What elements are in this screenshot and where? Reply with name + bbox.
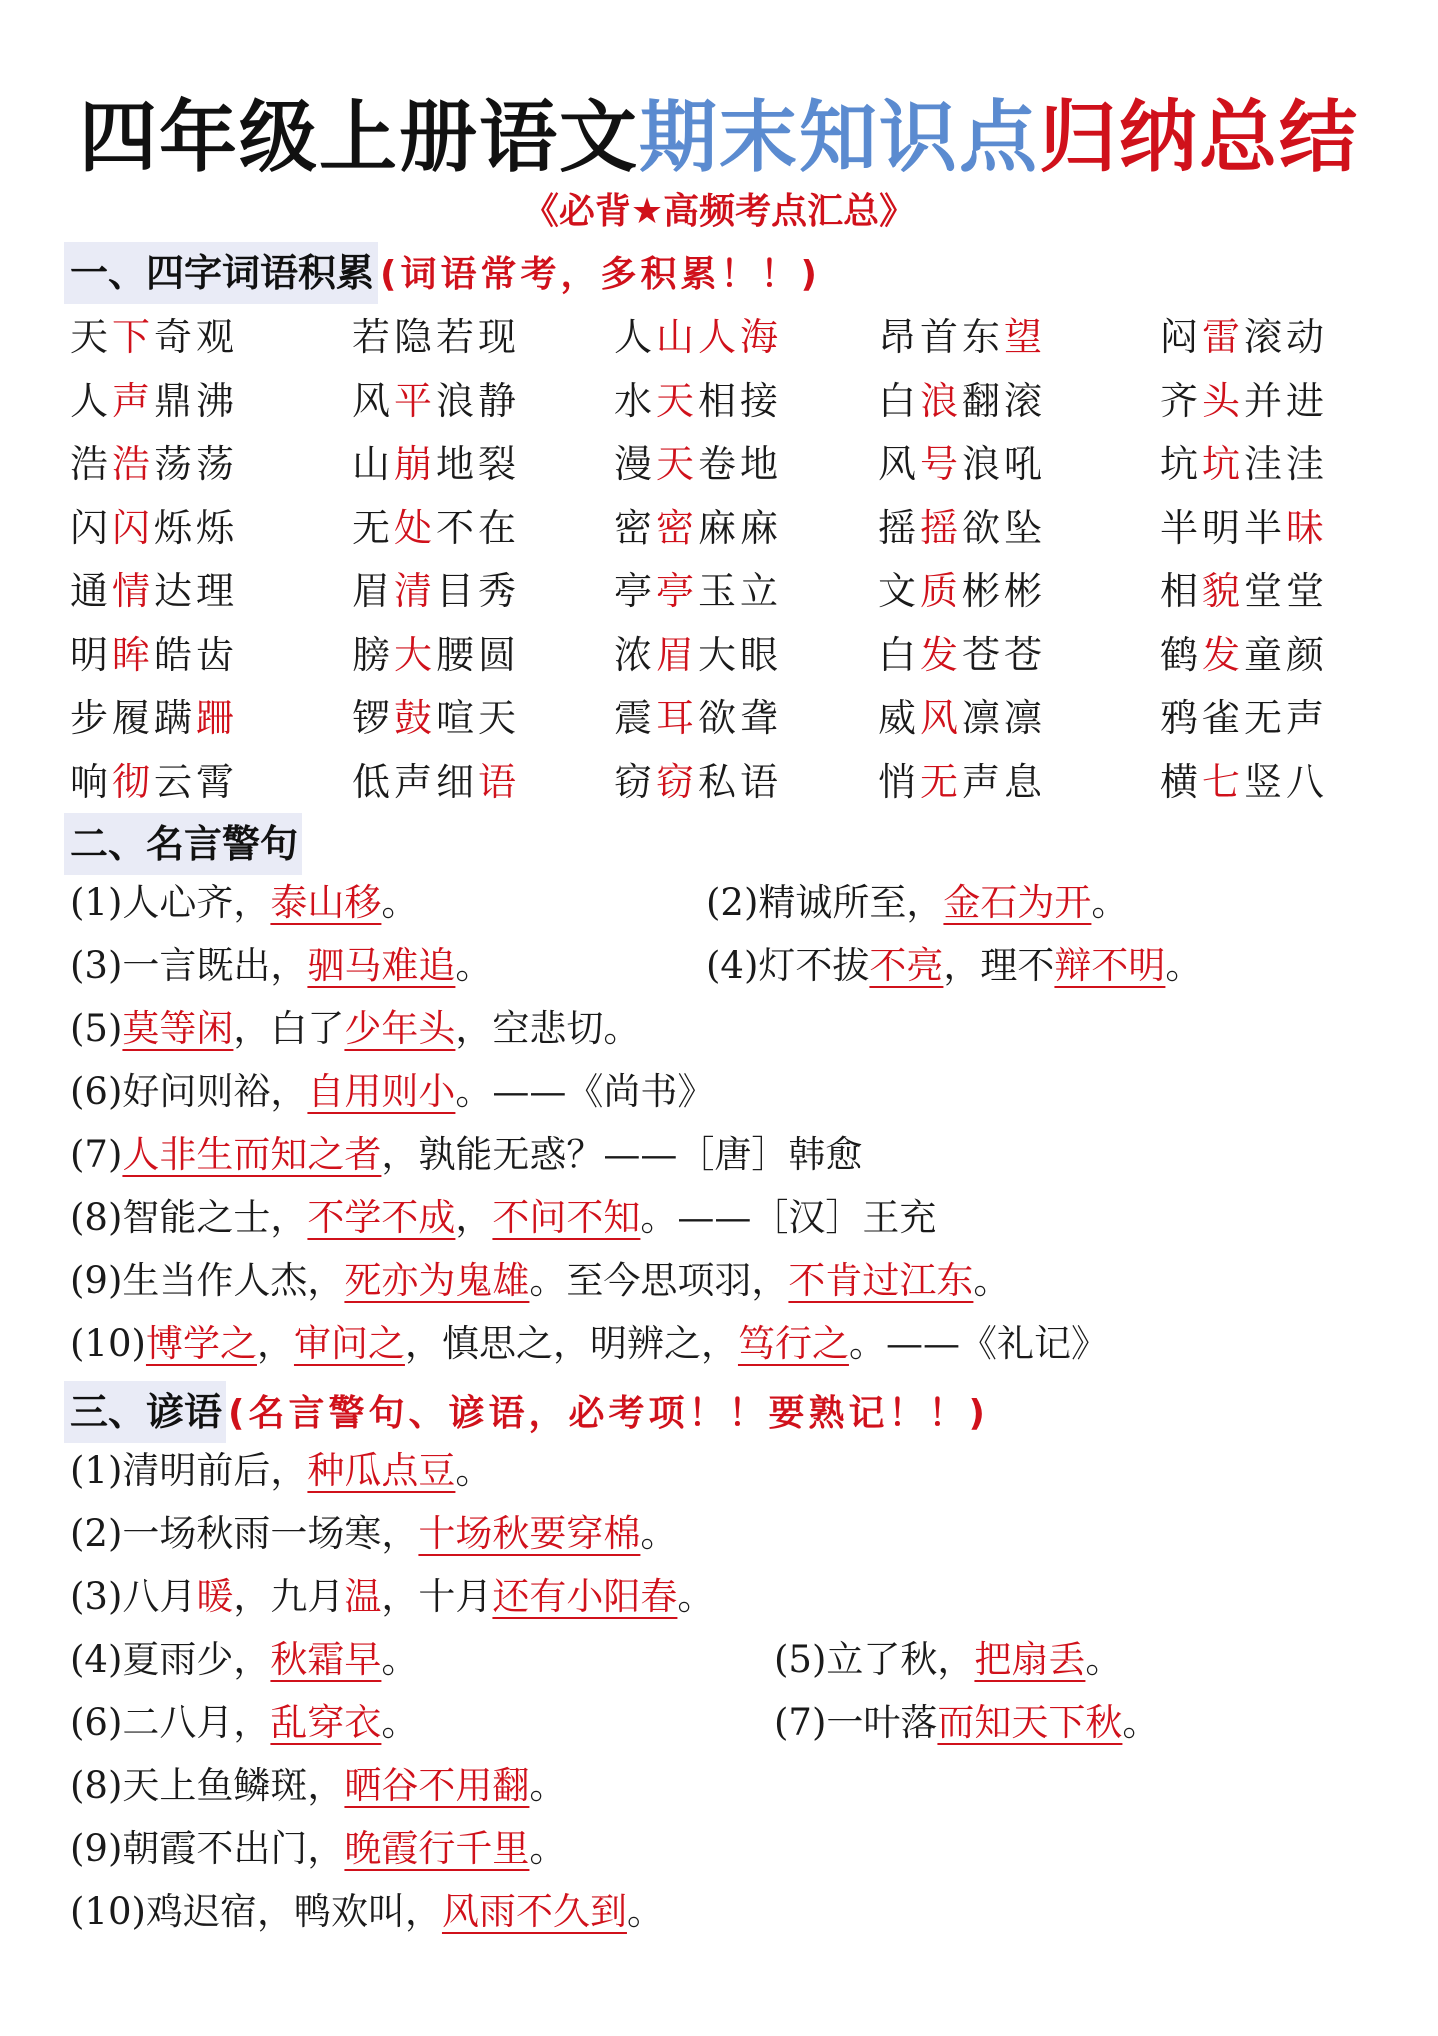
section3-title: 三、谚语 [64, 1381, 226, 1443]
proverb-item: (9)朝霞不出门，晚霞行千里。 [70, 1827, 567, 1870]
word-item: 风平浪静 [352, 378, 521, 423]
section1-title: 一、四字词语积累 [64, 242, 378, 304]
section2-heading [64, 813, 302, 875]
quote-item: (1)人心齐，泰山移。 [70, 881, 419, 924]
word-item: 齐头并进 [1160, 378, 1329, 423]
word-row [70, 751, 1410, 815]
proverb-item: (2)一场秋雨一场寒，十场秋要穿棉。 [70, 1512, 678, 1555]
proverb-item: (5)立了秋，把扇丢。 [774, 1638, 1123, 1681]
word-item: 震耳欲聋 [614, 696, 783, 740]
proverb-item: (10)鸡迟宿，鸭欢叫，风雨不久到。 [70, 1890, 664, 1933]
quote-item: (2)精诚所至，金石为开。 [706, 881, 1129, 924]
word-item: 白发苍苍 [878, 632, 1047, 677]
word-item: 鹤发童颜 [1160, 632, 1329, 677]
word-item: 浓眉大眼 [614, 632, 783, 677]
word-item: 人声鼎沸 [70, 378, 239, 423]
page-title [0, 90, 1438, 186]
proverb-item: (7)一叶落而知天下秋。 [774, 1701, 1160, 1744]
word-item: 昂首东望 [878, 315, 1047, 359]
word-item: 相貌堂堂 [1160, 569, 1329, 613]
page-subtitle: 《必背★高频考点汇总》 [522, 191, 916, 232]
quote-item: (10)博学之，审问之，慎思之，明辨之，笃行之。——《礼记》 [70, 1322, 1108, 1365]
word-grid [70, 306, 1410, 814]
word-item: 白浪翻滚 [878, 378, 1047, 423]
word-item: 膀大腰圆 [352, 632, 521, 677]
title-part-1: 四年级上册语文 [78, 93, 639, 183]
word-item: 闷雷滚动 [1160, 315, 1329, 359]
word-item: 水天相接 [614, 378, 783, 423]
word-item: 坑坑洼洼 [1160, 442, 1329, 486]
word-item: 山崩地裂 [352, 442, 521, 486]
word-row [70, 687, 1410, 751]
section1-note: (词语常考，多积累！！) [380, 254, 821, 295]
word-item: 横七竖八 [1160, 759, 1329, 804]
quote-item: (5)莫等闲，白了少年头，空悲切。 [70, 1007, 641, 1050]
title-part-3: 归纳总结 [1039, 93, 1360, 183]
quote-item: (3)一言既出，驷马难追。 [70, 944, 493, 987]
proverb-item: (4)夏雨少，秋霜早。 [70, 1638, 419, 1681]
word-item: 鸦雀无声 [1160, 696, 1329, 740]
word-item: 摇摇欲坠 [878, 505, 1047, 550]
word-row [70, 370, 1410, 434]
word-item: 密密麻麻 [614, 505, 783, 550]
quote-item: (7)人非生而知之者，孰能无惑？——［唐］韩愈 [70, 1133, 863, 1176]
word-item: 通情达理 [70, 569, 239, 613]
proverb-item: (1)清明前后，种瓜点豆。 [70, 1449, 493, 1492]
quote-item: (9)生当作人杰，死亦为鬼雄。至今思项羽，不肯过江东。 [70, 1259, 1011, 1302]
word-item: 步履蹒跚 [70, 696, 239, 740]
word-item: 文质彬彬 [878, 569, 1047, 613]
word-item: 锣鼓喧天 [352, 696, 521, 740]
word-item: 闪闪烁烁 [70, 505, 239, 550]
word-row [70, 497, 1410, 561]
word-item: 漫天卷地 [614, 442, 783, 486]
word-item: 低声细语 [352, 759, 521, 804]
section2-title: 二、名言警句 [64, 813, 302, 875]
quote-item: (8)智能之士，不学不成，不问不知。——［汉］王充 [70, 1196, 937, 1239]
word-item: 亭亭玉立 [614, 569, 783, 613]
word-item: 悄无声息 [878, 759, 1047, 804]
word-row [70, 624, 1410, 688]
word-row [70, 560, 1410, 624]
word-item: 明眸皓齿 [70, 632, 239, 677]
section3-note: (名言警句、谚语，必考项！！要熟记！！) [228, 1393, 989, 1434]
word-item: 天下奇观 [70, 315, 239, 359]
word-row [70, 433, 1410, 497]
word-item: 威风凛凛 [878, 696, 1047, 740]
quote-item: (4)灯不拔不亮，理不辩不明。 [706, 944, 1203, 987]
section1-heading [64, 242, 821, 304]
word-item: 响彻云霄 [70, 759, 239, 804]
word-item: 无处不在 [352, 505, 521, 550]
proverb-item: (6)二八月，乱穿衣。 [70, 1701, 419, 1744]
section3-heading [64, 1381, 989, 1443]
word-item: 若隐若现 [352, 315, 521, 359]
quote-item: (6)好问则裕，自用则小。——《尚书》 [70, 1070, 715, 1113]
title-part-2: 期末知识点 [638, 93, 1039, 183]
word-item: 半明半昧 [1160, 505, 1329, 550]
proverb-item: (3)八月暖，九月温，十月还有小阳春。 [70, 1575, 715, 1618]
proverb-item: (8)天上鱼鳞斑，晒谷不用翻。 [70, 1764, 567, 1807]
word-item: 风号浪吼 [878, 442, 1047, 486]
word-row [70, 306, 1410, 370]
word-item: 浩浩荡荡 [70, 442, 239, 486]
word-item: 窃窃私语 [614, 759, 783, 804]
word-item: 眉清目秀 [352, 569, 521, 613]
word-item: 人山人海 [614, 315, 783, 359]
